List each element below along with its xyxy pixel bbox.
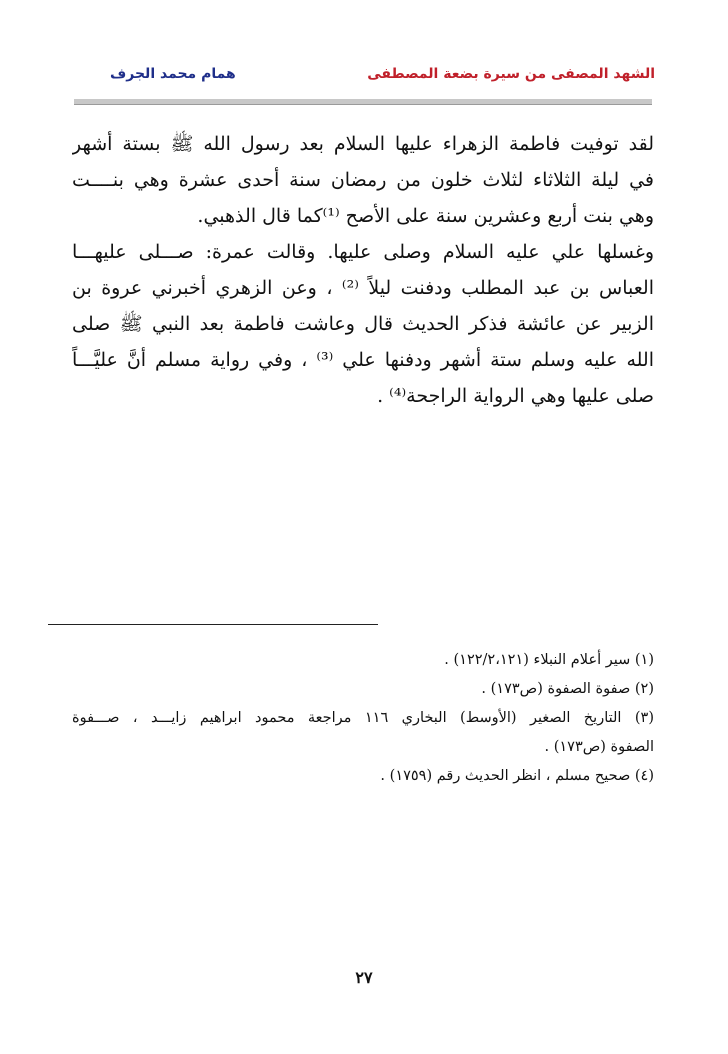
- footnote: (٢) صفوة الصفوة (ص١٧٣) .: [481, 681, 654, 697]
- footnote: (١) سير أعلام النبلاء (١٢٢/٢،١٢١) .: [444, 652, 654, 668]
- text-line: صلى عليها وهي الرواية الراجحة⁽⁴⁾ .: [377, 385, 654, 407]
- footnote: (٤) صحيح مسلم ، انظر الحديث رقم (١٧٥٩) .: [380, 768, 654, 784]
- footnote: (٣) التاريخ الصغير (الأوسط) البخاري ١١٦ مراجعة محمود ابراهيم زايـــد ، صـــفوة: [72, 710, 654, 726]
- footnotes: [72, 646, 654, 791]
- main-text: [72, 126, 654, 414]
- book-title: الشهد المصفى من سيرة بضعة المصطفى: [367, 66, 655, 82]
- text-line: وهي بنت أربع وعشرين سنة على الأصح ⁽¹⁾كما قال الذهبي.: [197, 205, 654, 227]
- text-line: وغسلها علي عليه السلام وصلى عليها. وقالت عمرة: صـــلى عليهـــا: [72, 241, 654, 263]
- text-line: لقد توفيت فاطمة الزهراء عليها السلام بعد رسول الله ﷺ بستة أشهر: [72, 133, 654, 155]
- text-line: في ليلة الثلاثاء لثلاث خلون من رمضان سنة أحدى عشرة وهي بنــــت: [72, 169, 654, 191]
- footnote-divider: [48, 624, 378, 625]
- header-divider: [74, 99, 652, 105]
- text-line: العباس بن عبد المطلب ودفنت ليلاً ⁽²⁾ ، وعن الزهري أخبرني عروة بن: [72, 277, 654, 299]
- running-header: [110, 62, 655, 92]
- text-line: الزبير عن عائشة فذكر الحديث قال وعاشت فاطمة بعد النبي ﷺ صلى: [72, 313, 654, 335]
- page-number: ٢٧: [355, 968, 373, 987]
- text-line: الله عليه وسلم ستة أشهر ودفنها علي ⁽³⁾ ، وفي رواية مسلم أنَّ عليَّـــاً: [72, 349, 654, 371]
- author-name: همام محمد الجرف: [110, 66, 236, 82]
- footnote-continuation: الصفوة (ص١٧٣) .: [544, 739, 654, 755]
